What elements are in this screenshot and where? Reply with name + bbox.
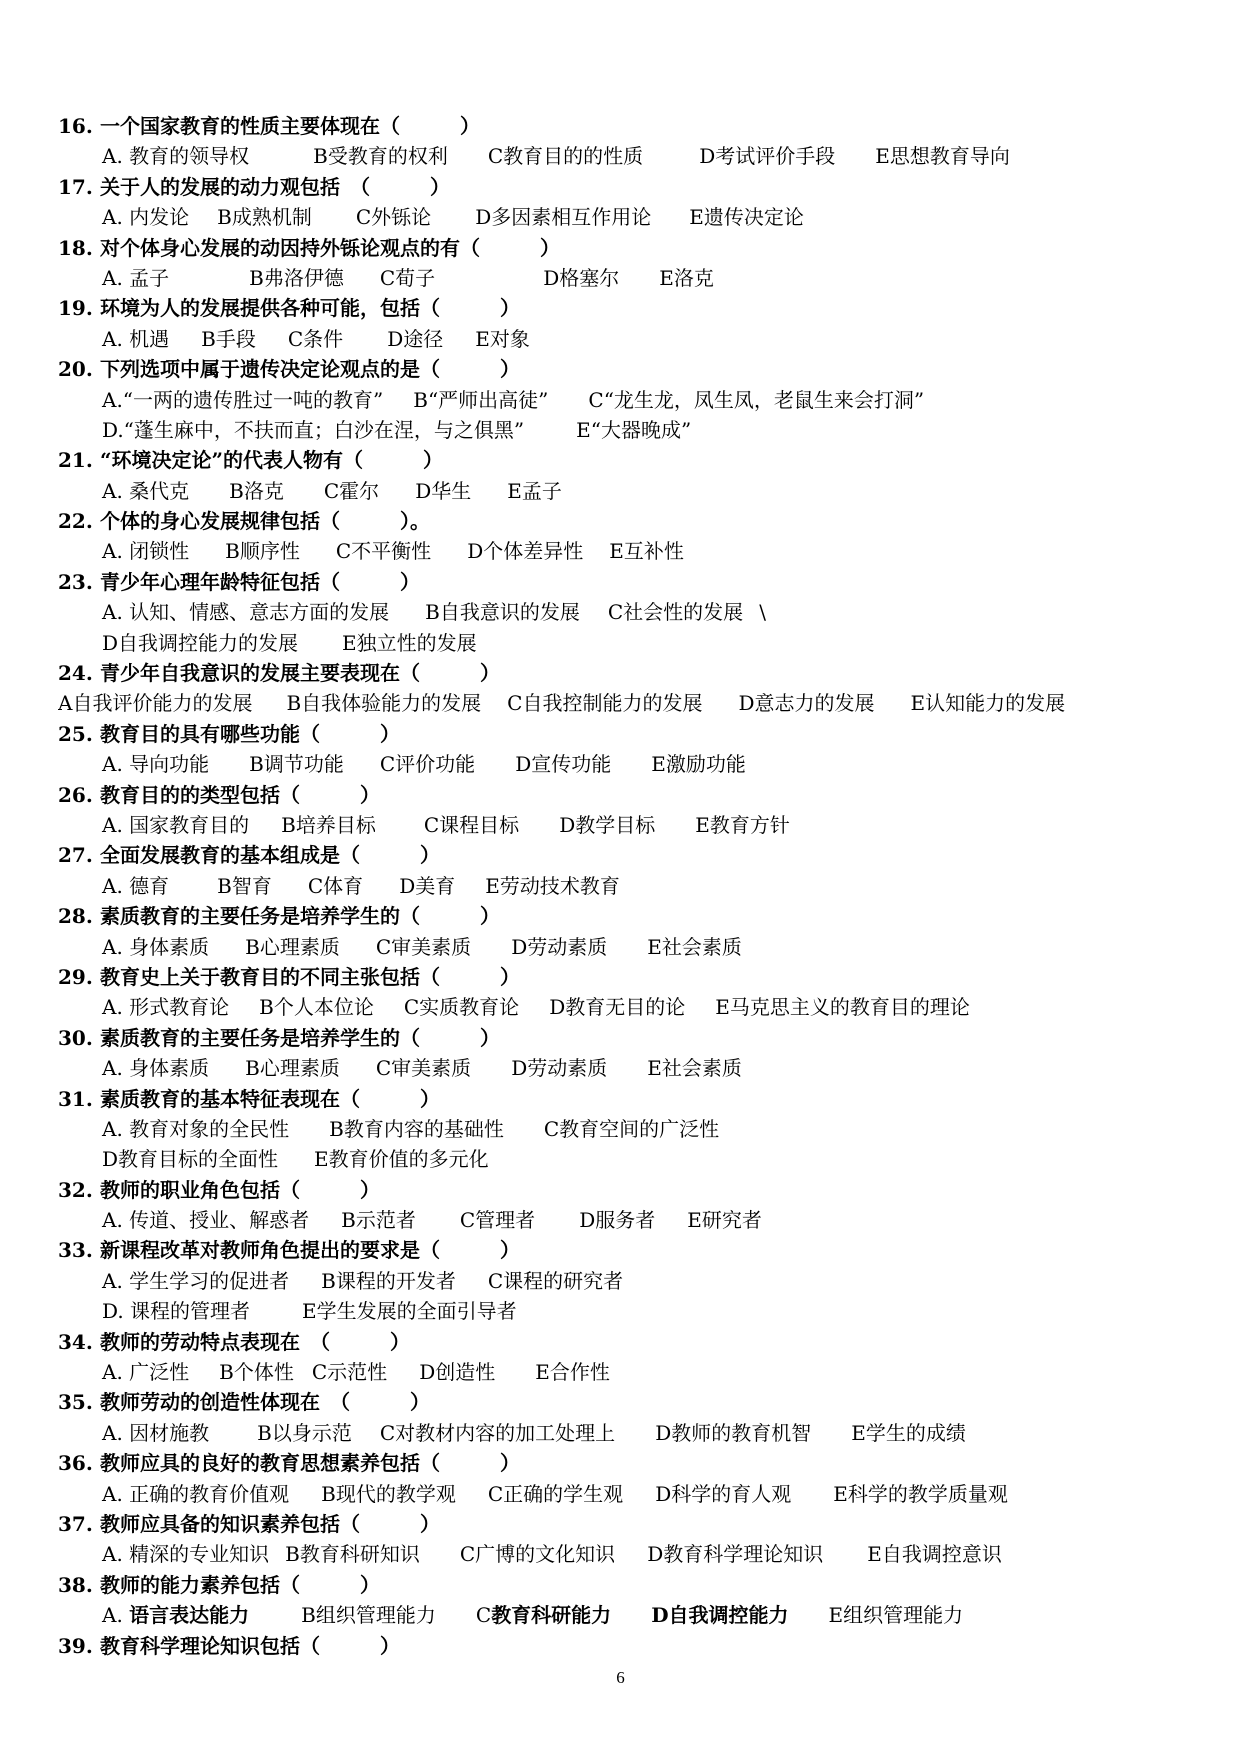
answer-option: B调节功能	[249, 752, 344, 777]
options-line	[58, 992, 1208, 1022]
question-number: 29.	[58, 964, 93, 989]
question-stem	[58, 1235, 1208, 1265]
question-text: 素质教育的基本特征表现在（ ）	[100, 1086, 440, 1111]
answer-option: B课程的开发者	[321, 1268, 456, 1293]
answer-option: E马克思主义的教育目的理论	[715, 995, 970, 1020]
answer-option: C“龙生龙，凤生凤，老鼠生来会打洞”	[588, 387, 925, 412]
options-line	[58, 263, 1208, 293]
answer-option: C条件	[287, 326, 344, 351]
answer-option: E学生发展的全面引导者	[302, 1299, 517, 1324]
answer-option: C管理者	[459, 1208, 536, 1233]
answer-option: D创造性	[419, 1360, 496, 1385]
answer-option: A. 国家教育目的	[102, 812, 250, 837]
answer-option: \	[759, 600, 766, 625]
question-number: 34.	[58, 1329, 93, 1354]
answer-option: E对象	[475, 326, 530, 351]
answer-option: B“严师出高徒”	[413, 387, 549, 412]
question-stem	[58, 172, 1208, 202]
options-line	[58, 810, 1208, 840]
question-stem	[58, 1509, 1208, 1539]
answer-option: D科学的育人观	[655, 1481, 792, 1506]
question-text: “环境决定论”的代表人物有（ ）	[100, 448, 444, 473]
options-line	[58, 1205, 1208, 1235]
answer-option: D劳动素质	[511, 934, 608, 959]
answer-option: C课程目标	[423, 812, 520, 837]
question-number: 38.	[58, 1572, 93, 1597]
answer-option: C正确的学生观	[487, 1481, 624, 1506]
answer-option: E科学的教学质量观	[833, 1481, 1008, 1506]
answer-option: B洛克	[229, 478, 284, 503]
options-line	[58, 1053, 1208, 1083]
answer-option: E自我调控意识	[867, 1542, 1002, 1567]
options-line	[58, 324, 1208, 354]
answer-option: A. 精深的专业知识	[102, 1542, 270, 1567]
answer-option: B现代的教学观	[321, 1481, 456, 1506]
page-number: 6	[616, 1668, 625, 1687]
answer-option: C广博的文化知识	[459, 1542, 616, 1567]
question-number: 22.	[58, 509, 93, 534]
answer-option: C示范性	[311, 1360, 388, 1385]
question-stem	[58, 840, 1208, 870]
options-line	[58, 688, 1208, 718]
answer-option: E遗传决定论	[689, 205, 804, 230]
answer-option: E激励功能	[651, 752, 746, 777]
answer-option: C外铄论	[355, 205, 432, 230]
question-text: 下列选项中属于遗传决定论观点的是（ ）	[100, 357, 520, 382]
question-number: 17.	[58, 174, 93, 199]
answer-option: B自我体验能力的发展	[286, 691, 482, 716]
question-number: 18.	[58, 235, 93, 260]
question-number: 30.	[58, 1025, 93, 1050]
options-line	[58, 1357, 1208, 1387]
question-text: 新课程改革对教师角色提出的要求是（ ）	[100, 1238, 520, 1263]
answer-option: D个体差异性	[467, 539, 584, 564]
answer-option: B个人本位论	[259, 995, 374, 1020]
answer-option: D格塞尔	[543, 265, 620, 290]
answer-option: B以身示范	[257, 1420, 352, 1445]
answer-option: C实质教育论	[403, 995, 520, 1020]
answer-option: B顺序性	[225, 539, 300, 564]
answer-option: D劳动素质	[511, 1056, 608, 1081]
question-text: 教师应具的良好的教育思想素养包括（ ）	[100, 1451, 520, 1476]
question-number: 39.	[58, 1633, 93, 1658]
answer-option: A. 身体素质	[102, 1056, 210, 1081]
question-list	[58, 111, 1208, 1661]
answer-option: C自我控制能力的发展	[507, 691, 703, 716]
question-stem	[58, 293, 1208, 323]
answer-option: D意志力的发展	[738, 691, 875, 716]
answer-option: D服务者	[579, 1208, 656, 1233]
question-number: 16.	[58, 114, 93, 138]
options-line	[58, 476, 1208, 506]
question-number: 19.	[58, 296, 93, 321]
question-number: 33.	[58, 1238, 93, 1263]
options-line	[58, 415, 1208, 445]
options-line	[58, 1266, 1208, 1296]
question-stem	[58, 445, 1208, 475]
question-text: 一个国家教育的性质主要体现在（ ）	[100, 114, 480, 138]
answer-option: C审美素质	[375, 934, 472, 959]
answer-option: A. 德育	[102, 873, 170, 898]
question-number: 28.	[58, 904, 93, 929]
question-text: 素质教育的主要任务是培养学生的（ ）	[100, 904, 500, 929]
answer-option: B示范者	[341, 1208, 416, 1233]
question-number: 37.	[58, 1511, 93, 1536]
answer-option: D教学目标	[559, 812, 656, 837]
answer-option: A. 认知、情感、意志方面的发展	[102, 600, 390, 625]
answer-option: A. 内发论	[102, 205, 190, 230]
options-line	[58, 597, 1208, 627]
answer-option: C评价功能	[379, 752, 476, 777]
answer-option: C荀子	[379, 265, 436, 290]
answer-option: A. 教育对象的全民性	[102, 1116, 290, 1141]
question-stem	[58, 233, 1208, 263]
question-stem	[58, 354, 1208, 384]
answer-option: C教育目的的性质	[487, 144, 644, 169]
answer-option: A. 传道、授业、解惑者	[102, 1208, 310, 1233]
answer-option: C不平衡性	[335, 539, 432, 564]
question-stem	[58, 780, 1208, 810]
answer-option: D自我调控能力的发展	[102, 630, 299, 655]
options-line	[58, 385, 1208, 415]
question-text: 个体的身心发展规律包括（ ）。	[100, 509, 430, 534]
question-stem	[58, 901, 1208, 931]
answer-option: E思想教育导向	[875, 144, 1010, 169]
answer-option: A. 广泛性	[102, 1360, 190, 1385]
answer-option: C教育空间的广泛性	[543, 1116, 720, 1141]
answer-option: E认知能力的发展	[910, 691, 1066, 716]
question-stem	[58, 719, 1208, 749]
answer-option: B自我意识的发展	[425, 600, 580, 625]
answer-option: B心理素质	[245, 934, 340, 959]
options-line	[58, 1600, 1208, 1630]
question-number: 20.	[58, 357, 93, 382]
question-stem	[58, 1570, 1208, 1600]
answer-option: A. 机遇	[102, 326, 170, 351]
question-stem	[58, 111, 1208, 141]
question-number: 25.	[58, 721, 93, 746]
answer-option: A. 学生学习的促进者	[102, 1268, 290, 1293]
options-line	[58, 1539, 1208, 1569]
question-number: 21.	[58, 448, 93, 473]
question-text: 全面发展教育的基本组成是（ ）	[100, 843, 440, 868]
question-text: 关于人的发展的动力观包括 （ ）	[100, 174, 450, 199]
question-number: 24.	[58, 661, 93, 686]
answer-option: D多因素相互作用论	[475, 205, 652, 230]
answer-option: E社会素质	[647, 934, 742, 959]
question-number: 23.	[58, 569, 93, 594]
answer-option: D. 课程的管理者	[102, 1299, 251, 1324]
question-number: 31.	[58, 1086, 93, 1111]
options-line	[58, 628, 1208, 658]
answer-option: D.“蓬生麻中，不扶而直；白沙在涅，与之俱黑”	[102, 417, 525, 442]
answer-option: E组织管理能力	[828, 1603, 964, 1628]
question-text: 教师应具备的知识素养包括（ ）	[100, 1511, 440, 1536]
question-stem	[58, 1327, 1208, 1357]
question-stem	[58, 962, 1208, 992]
answer-option: A.“一两的遗传胜过一吨的教育”	[102, 387, 384, 412]
question-number: 36.	[58, 1451, 93, 1476]
answer-option: E独立性的发展	[342, 630, 477, 655]
options-line	[58, 871, 1208, 901]
answer-option: E洛克	[659, 265, 714, 290]
question-stem	[58, 1387, 1208, 1417]
answer-option: D教师的教育机智	[655, 1420, 812, 1445]
options-line	[58, 1144, 1208, 1174]
answer-option: C社会性的发展	[607, 600, 744, 625]
question-number: 27.	[58, 843, 93, 868]
answer-option: A. 桑代克	[102, 478, 190, 503]
answer-option: A. 因材施教	[102, 1420, 210, 1445]
question-text: 教师劳动的创造性体现在 （ ）	[100, 1390, 430, 1415]
question-text: 教师的职业角色包括（ ）	[100, 1177, 380, 1202]
answer-option: A. 教育的领导权	[102, 144, 250, 169]
answer-option: E学生的成绩	[851, 1420, 966, 1445]
question-stem	[58, 567, 1208, 597]
answer-option: C对教材内容的加工处理上	[379, 1420, 616, 1445]
question-text: 环境为人的发展提供各种可能，包括（ ）	[100, 296, 520, 321]
answer-option: B受教育的权利	[313, 144, 448, 169]
answer-option: E互补性	[609, 539, 684, 564]
question-number: 35.	[58, 1390, 93, 1415]
answer-option: C课程的研究者	[487, 1268, 624, 1293]
answer-option: D教育无目的论	[549, 995, 686, 1020]
options-line	[58, 932, 1208, 962]
answer-option: A. 身体素质	[102, 934, 210, 959]
answer-option: A. 导向功能	[102, 752, 210, 777]
answer-option: B弗洛伊德	[249, 265, 344, 290]
answer-option: A自我评价能力的发展	[58, 691, 253, 716]
answer-option: A. 形式教育论	[102, 995, 230, 1020]
answer-option: D教育目标的全面性	[102, 1147, 279, 1172]
question-text: 教育目的的类型包括（ ）	[100, 782, 380, 807]
question-stem	[58, 1023, 1208, 1053]
answer-option: B教育内容的基础性	[329, 1116, 504, 1141]
answer-option: D途径	[387, 326, 444, 351]
options-line	[58, 141, 1208, 171]
question-stem	[58, 658, 1208, 688]
options-line	[58, 536, 1208, 566]
answer-option: C体育	[307, 873, 364, 898]
question-text: 教师的劳动特点表现在 （ ）	[100, 1329, 410, 1354]
question-text: 教育科学理论知识包括（ ）	[100, 1633, 400, 1658]
answer-option: D美育	[399, 873, 456, 898]
answer-option: C审美素质	[375, 1056, 472, 1081]
answer-option: A. 语言表达能力	[102, 1603, 250, 1628]
answer-option: B成熟机制	[217, 205, 312, 230]
question-text: 教育史上关于教育目的不同主张包括（ ）	[100, 964, 520, 989]
question-text: 青少年自我意识的发展主要表现在（ ）	[100, 661, 500, 686]
answer-option: B手段	[201, 326, 256, 351]
answer-option: A. 正确的教育价值观	[102, 1481, 290, 1506]
options-line	[58, 1296, 1208, 1326]
options-line	[58, 1479, 1208, 1509]
question-text: 青少年心理年龄特征包括（ ）	[100, 569, 420, 594]
answer-option: D考试评价手段	[699, 144, 836, 169]
options-line	[58, 749, 1208, 779]
question-number: 26.	[58, 782, 93, 807]
answer-option: E教育方针	[695, 812, 790, 837]
question-text: 教育目的具有哪些功能（ ）	[100, 721, 400, 746]
answer-option: B个体性	[219, 1360, 294, 1385]
answer-option: D教育科学理论知识	[647, 1542, 824, 1567]
answer-option: C霍尔	[323, 478, 380, 503]
question-text: 对个体身心发展的动因持外铄论观点的有（ ）	[100, 235, 560, 260]
question-stem	[58, 1448, 1208, 1478]
answer-option: D自我调控能力	[651, 1603, 789, 1628]
question-text: 教师的能力素养包括（ ）	[100, 1572, 380, 1597]
options-line	[58, 1114, 1208, 1144]
answer-option: B心理素质	[245, 1056, 340, 1081]
answer-option: B教育科研知识	[285, 1542, 420, 1567]
options-line	[58, 202, 1208, 232]
question-number: 32.	[58, 1177, 93, 1202]
question-stem	[58, 1175, 1208, 1205]
answer-option: A. 闭锁性	[102, 539, 190, 564]
answer-option: B培养目标	[281, 812, 376, 837]
answer-option: A. 孟子	[102, 265, 170, 290]
answer-option: C教育科研能力	[475, 1603, 612, 1628]
answer-option: D华生	[415, 478, 472, 503]
answer-option: B组织管理能力	[301, 1603, 436, 1628]
answer-option: D宣传功能	[515, 752, 612, 777]
answer-option: E社会素质	[647, 1056, 742, 1081]
answer-option: E劳动技术教育	[485, 873, 620, 898]
answer-option: E孟子	[507, 478, 562, 503]
options-line	[58, 1418, 1208, 1448]
answer-option: E教育价值的多元化	[314, 1147, 489, 1172]
answer-option: E“大器晚成”	[576, 417, 692, 442]
question-stem	[58, 506, 1208, 536]
answer-option: E研究者	[687, 1208, 762, 1233]
answer-option: E合作性	[535, 1360, 610, 1385]
answer-option: B智育	[217, 873, 272, 898]
question-stem	[58, 1631, 1208, 1661]
question-stem	[58, 1084, 1208, 1114]
question-text: 素质教育的主要任务是培养学生的（ ）	[100, 1025, 500, 1050]
